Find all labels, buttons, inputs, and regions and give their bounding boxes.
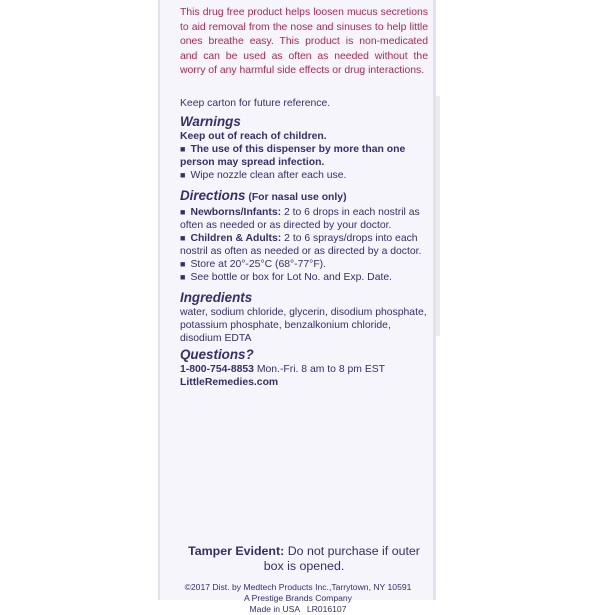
ingredients-text: water, sodium chloride, glycerin, disodium phosphate, potassium phosphate, benzalkonium chloride, disodium EDTA [180,306,427,344]
directions-heading-note: (For nasal use only) [248,191,347,203]
warnings-section [180,114,428,182]
support-hours: Mon.-Fri. 8 am to 8 pm EST [256,363,386,375]
questions-contact [180,363,428,376]
children-label: Children & Adults: [190,232,282,244]
directions-store: ■ Store at 20°-25°C (68°-77°F). [180,258,428,271]
directions-lot: ■ See bottle or box for Lot No. and Exp. Date. [180,271,428,284]
children-text: 2 to 6 sprays/drops into each nostril as often as needed or as directed by a doctor. [180,232,422,257]
newborns-text: 2 to 6 drops in each nostril as often as needed or as directed by your doctor. [180,206,420,231]
tamper-evident-notice [180,544,428,573]
keep-carton-note: Keep carton for future reference. [180,97,331,109]
website-text: LittleRemedies.com [180,376,279,388]
directions-children [180,232,428,258]
footer-line-3: Made in USA LR016107 [249,604,347,614]
intro-paragraph: This drug free product helps loosen mucus secretions to aid removal from the nose and sinuses to help little ones breathe easy. This product is non-medicated and can be used as often as needed without the worry of any harmful side effects or drug interactions. [180,7,428,77]
tamper-label: Tamper Evident: [188,544,285,558]
warnings-heading: Warnings [180,113,241,129]
distributor-footer [160,582,436,615]
directions-heading: Directions [180,187,246,203]
questions-heading: Questions? [180,346,254,362]
ingredients-section [180,290,428,345]
label-content [180,6,428,389]
footer-line-1: ©2017 Dist. by Medtech Products Inc.,Tarrytown, NY 10591 [184,582,412,592]
newborns-label: Newborns/Infants: [190,206,282,218]
carton-side-flap [436,96,440,336]
directions-section [180,188,428,284]
phone-number: 1-800-754-8853 [180,363,254,375]
ingredients-heading: Ingredients [180,289,253,305]
questions-section [180,347,428,389]
warnings-line-1: Keep out of reach of children. [180,130,327,142]
warnings-line-3: ■ Wipe nozzle clean after each use. [180,169,428,182]
tamper-text: Do not purchase if outer box is opened. [263,544,420,573]
footer-line-2: A Prestige Brands Company [244,593,352,603]
warnings-line-2: ■ The use of this dispenser by more than one person may spread infection. [180,143,428,169]
directions-newborns [180,206,428,232]
